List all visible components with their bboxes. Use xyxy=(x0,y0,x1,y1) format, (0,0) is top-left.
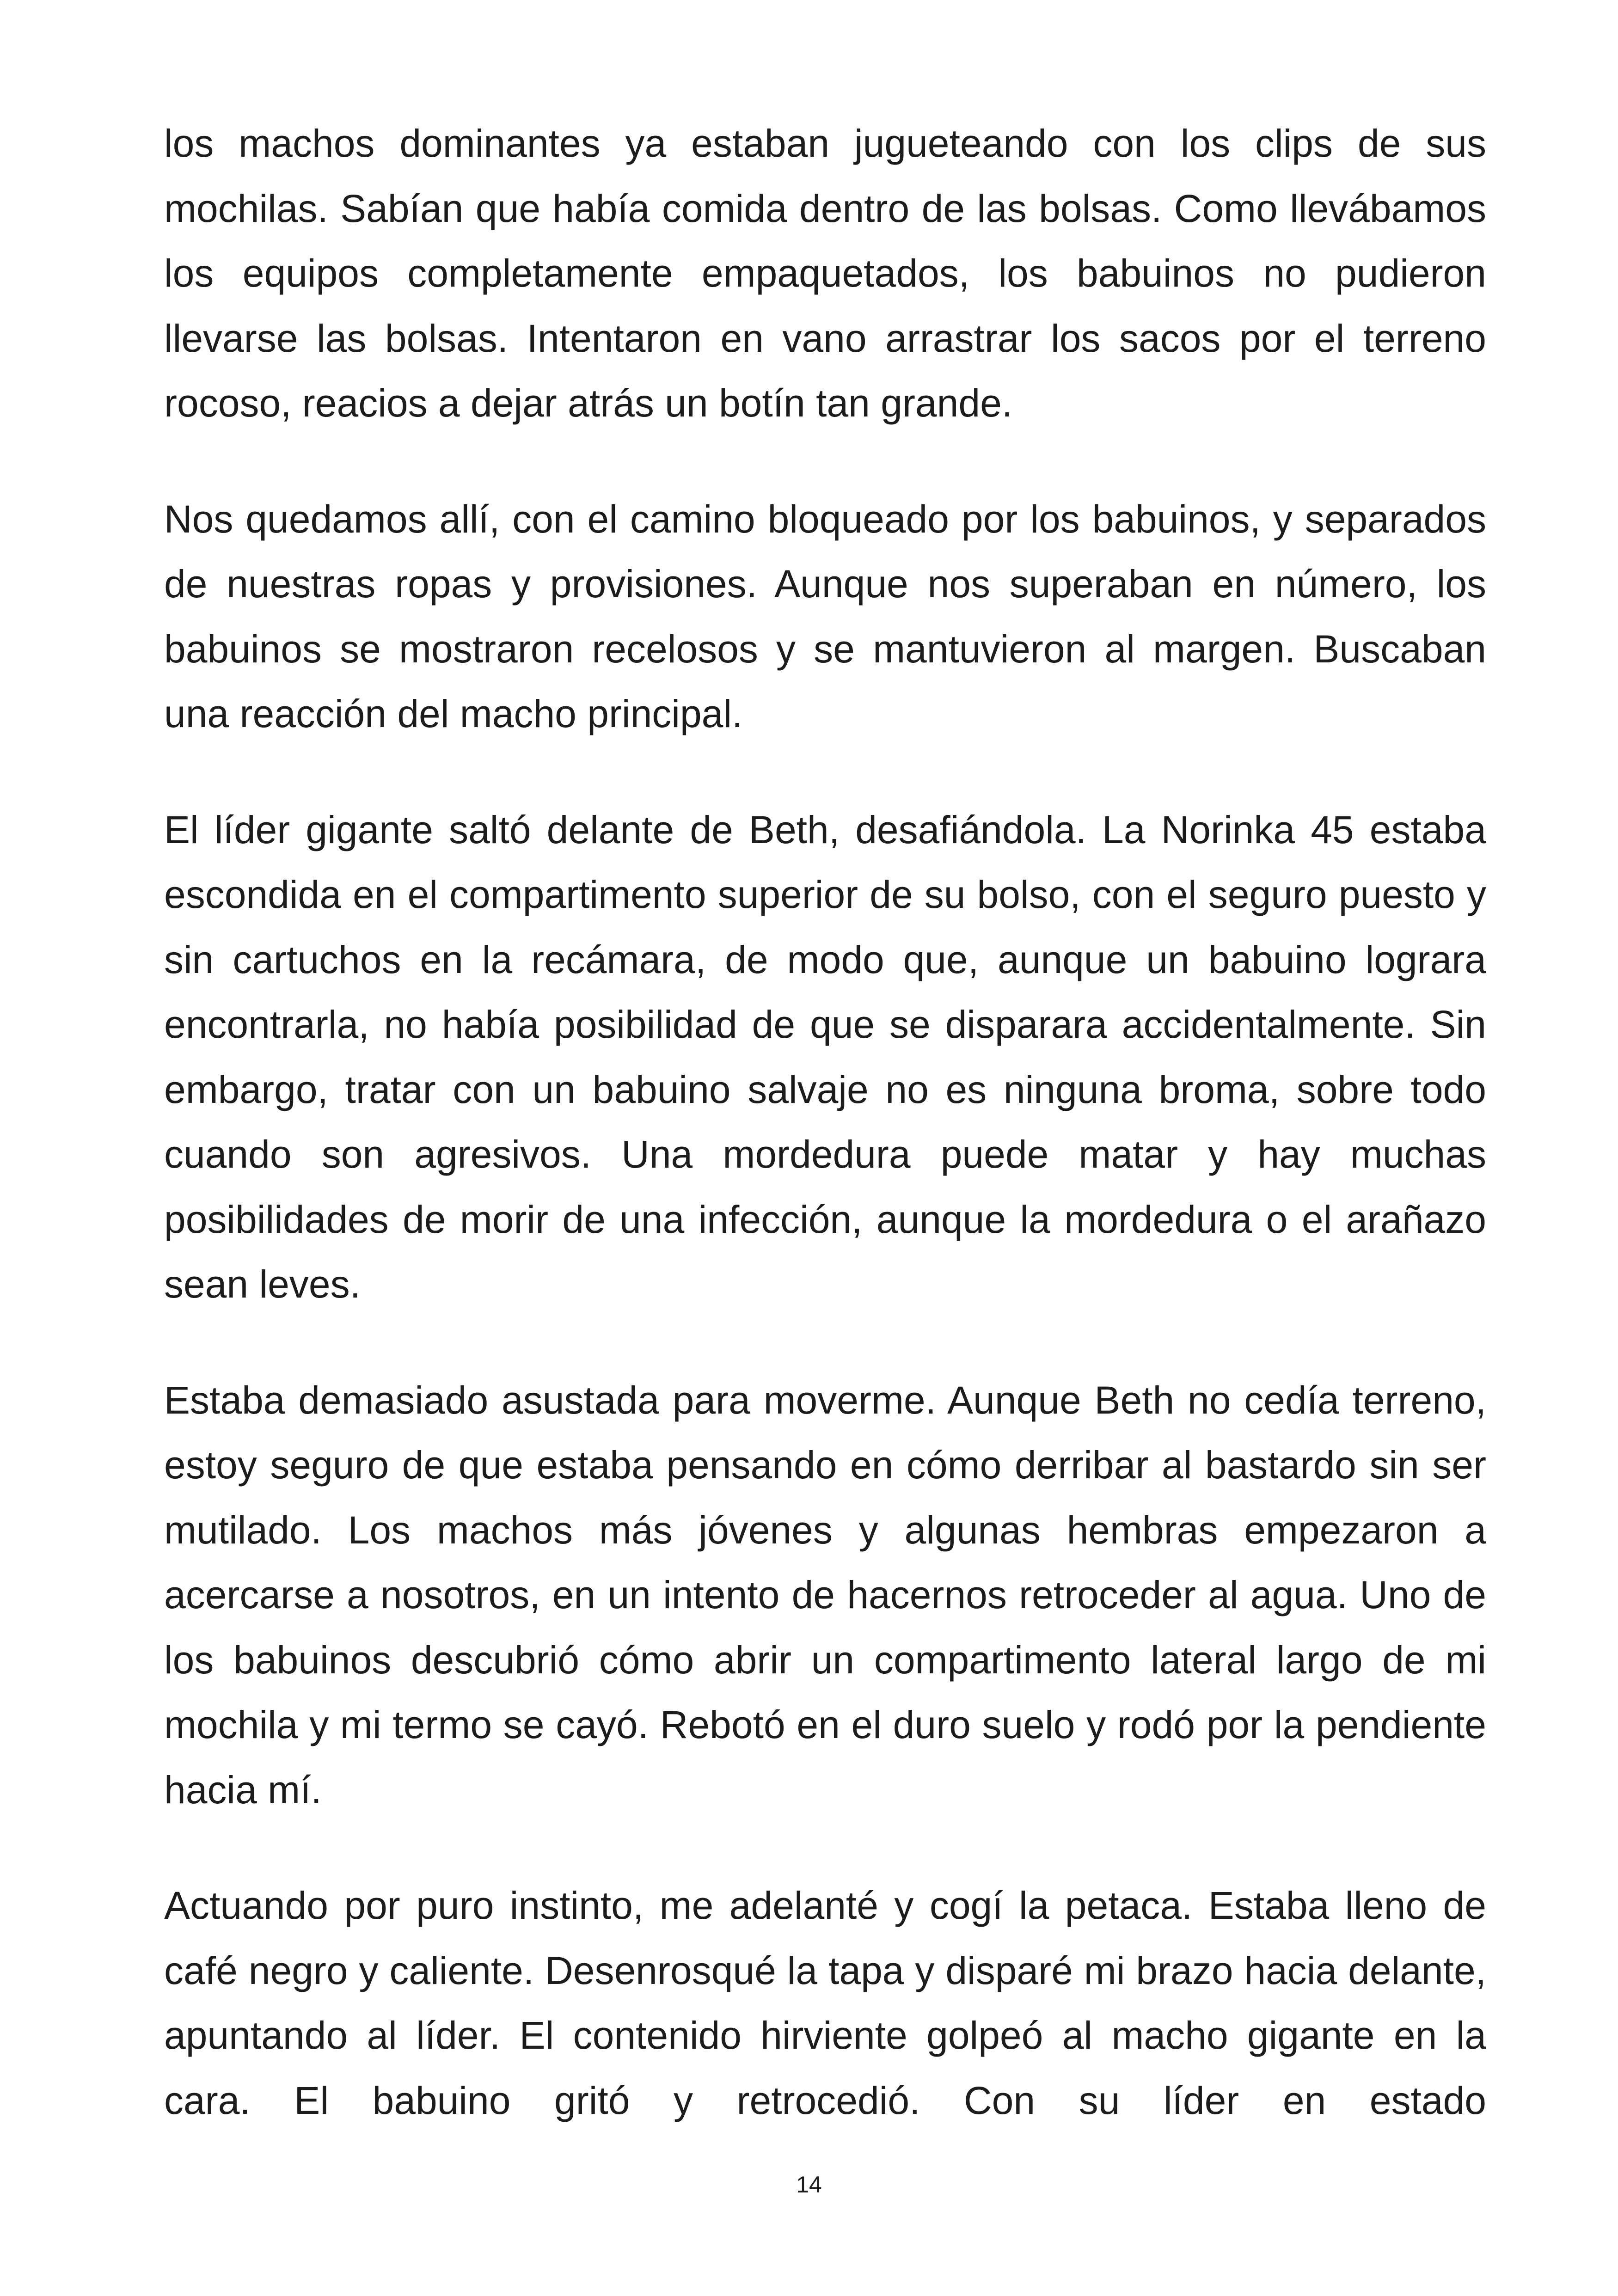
paragraph-2: Nos quedamos allí, con el camino bloqueado por los babuinos, y separados de nuestras ropas y provisiones. Aunque nos superaban en número, los babuinos se mostraron recelosos y se mantuvieron al margen. Buscaban una reacción del macho principal. xyxy=(164,497,1486,735)
page-number: 14 xyxy=(796,2172,822,2198)
paragraph-4: Estaba demasiado asustada para moverme. Aunque Beth no cedía terreno, estoy seguro de que estaba pensando en cómo derribar al bastardo sin ser mutilado. Los machos más jóvenes y algunas hembras empezaron a acercarse a nosotros, en un intento de hacernos retroceder al agua. Uno de los babuinos descubrió cómo abrir un compartimento lateral largo de mi mochila y mi termo se cayó. Rebotó en el duro suelo y rodó por la pendiente hacia mí. xyxy=(164,1378,1486,1812)
paragraph-1: los machos dominantes ya estaban jugueteando con los clips de sus mochilas. Sabían que había comida dentro de las bolsas. Como llevábamos los equipos completamente empaquetados, los babuinos no pudieron llevarse las bolsas. Intentaron en vano arrastrar los sacos por el terreno rocoso, reacios a dejar atrás un botín tan grande. xyxy=(164,122,1486,425)
paragraph-5: Actuando por puro instinto, me adelanté y cogí la petaca. Estaba lleno de café negro y caliente. Desenrosqué la tapa y disparé mi brazo hacia delante, apuntando al líder. El contenido hirviente golpeó al macho gigante en la cara. El babuino gritó y retrocedió. Con su líder en estado xyxy=(164,1884,1486,2122)
paragraph-3: El líder gigante saltó delante de Beth, desafiándola. La Norinka 45 estaba escondida en el compartimento superior de su bolso, con el seguro puesto y sin cartuchos en la recámara, de modo que, aunque un babuino lograra encontrarla, no había posibilidad de que se disparara accidentalmente. Sin embargo, tratar con un babuino salvaje no es ninguna broma, sobre todo cuando son agresivos. Una mordedura puede matar y hay muchas posibilidades de morir de una infección, aunque la mordedura o el arañazo sean leves. xyxy=(164,808,1486,1306)
body-text xyxy=(164,111,1486,2133)
